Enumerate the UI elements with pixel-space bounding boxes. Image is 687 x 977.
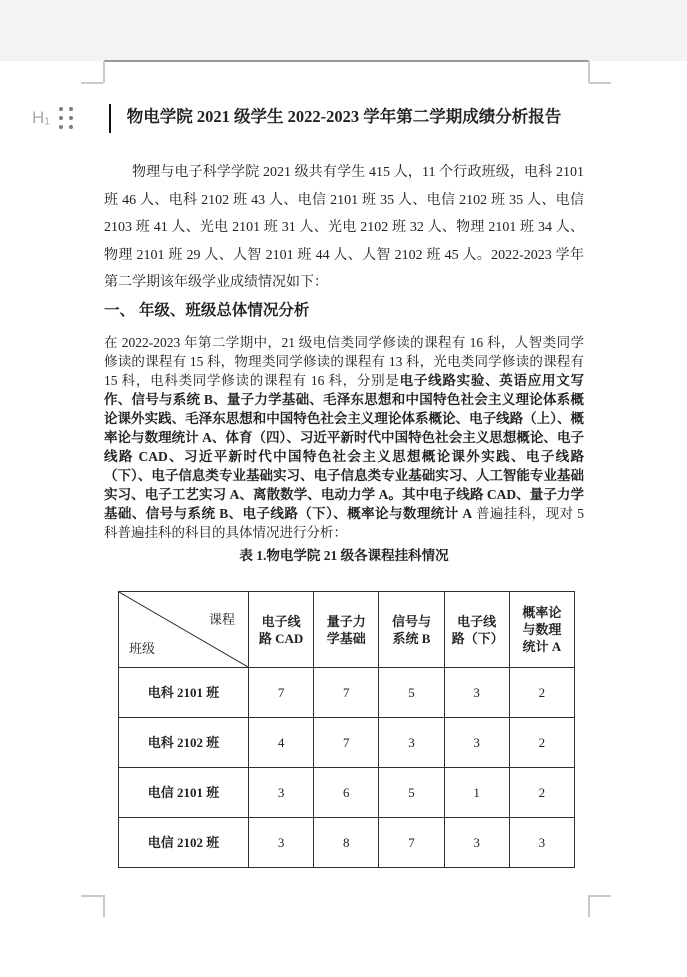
fail-count-cell[interactable]: 2 [509, 718, 574, 768]
fail-count-cell[interactable]: 4 [249, 718, 314, 768]
column-header[interactable]: 信号与系统 B [379, 592, 444, 668]
fail-count-cell[interactable]: 2 [509, 668, 574, 718]
margin-tools [32, 106, 73, 130]
drag-handle-icon[interactable] [59, 107, 73, 129]
fail-count-cell[interactable]: 7 [379, 818, 444, 868]
fail-count-cell[interactable]: 3 [444, 818, 509, 868]
fail-count-cell[interactable]: 1 [444, 768, 509, 818]
fail-count-cell[interactable]: 7 [249, 668, 314, 718]
fail-count-cell[interactable]: 7 [314, 668, 379, 718]
document-title[interactable]: 物电学院 2021 级学生 2022-2023 学年第二学期成绩分析报告 [126, 107, 562, 126]
fail-count-cell[interactable]: 8 [314, 818, 379, 868]
fail-count-cell[interactable]: 6 [314, 768, 379, 818]
column-header[interactable]: 量子力学基础 [314, 592, 379, 668]
corner-cell[interactable] [119, 592, 249, 668]
crop-mark-top-right-h [589, 82, 611, 84]
fail-count-table [118, 591, 575, 868]
paragraph-text[interactable]: 在 2022-2023 年第二学期中，21 级电信类同学修读的课程有 16 科，人智类同学修读的课程有 15 科，物理类同学修读的课程有 13 科，光电类同学修读的课程有 15 科，电科类同学修读的课程有 16 科，分别是 [104, 335, 584, 388]
fail-count-cell[interactable]: 2 [509, 768, 574, 818]
column-header[interactable]: 电子线路 CAD [249, 592, 314, 668]
paragraph-text[interactable]: 普遍挂科，现对 5 科普遍挂科的科目的具体情况进行分析： [104, 506, 584, 540]
table-row [119, 768, 575, 818]
fail-count-cell[interactable]: 3 [444, 718, 509, 768]
row-label[interactable]: 电信 2101 班 [119, 768, 249, 818]
crop-mark-top-right-v [588, 61, 590, 83]
page-top-edge [104, 60, 589, 62]
paragraph-2[interactable] [104, 333, 584, 542]
table-row [119, 818, 575, 868]
corner-label-course: 课程 [208, 612, 235, 627]
heading-level-indicator: H₁ [32, 108, 51, 127]
fail-count-cell[interactable]: 3 [444, 668, 509, 718]
fail-count-cell[interactable]: 5 [379, 668, 444, 718]
fail-count-cell[interactable]: 7 [314, 718, 379, 768]
fail-count-cell[interactable]: 3 [249, 768, 314, 818]
table-row [119, 718, 575, 768]
crop-mark-top-left-v [103, 61, 105, 83]
column-header[interactable]: 电子线路（下） [444, 592, 509, 668]
row-label[interactable]: 电科 2101 班 [119, 668, 249, 718]
section-heading[interactable]: 一、 年级、班级总体情况分析 [104, 302, 310, 319]
table-header-row [119, 592, 575, 668]
fail-count-cell[interactable]: 3 [249, 818, 314, 868]
corner-label-class: 班级 [129, 641, 156, 656]
app-background-strip [0, 0, 687, 61]
row-label[interactable]: 电信 2102 班 [119, 818, 249, 868]
fail-count-cell[interactable]: 5 [379, 768, 444, 818]
crop-mark-bottom-left-h [81, 895, 103, 897]
table-row [119, 668, 575, 718]
fail-count-cell[interactable]: 3 [509, 818, 574, 868]
table-body [119, 592, 575, 868]
crop-mark-bottom-left-v [103, 895, 105, 917]
crop-mark-bottom-right-h [589, 895, 611, 897]
intro-paragraph[interactable]: 物理与电子科学学院 2021 级共有学生 415 人，11 个行政班级，电科 2101 班 46 人、电科 2102 班 43 人、电信 2101 班 35 人、电信 2102 班 35 人、电信 2103 班 41 人、光电 2101 班 31 人、光电 2102 班 32 人、物理 2101 班 34 人、物理 2101 班 29 人、人智 2101 班 44 人、人智 2102 班 45 人。2022-2023 学年第二学期该年级学业成绩情况如下： [104, 165, 584, 290]
row-label[interactable]: 电科 2102 班 [119, 718, 249, 768]
fail-count-cell[interactable]: 3 [379, 718, 444, 768]
column-header[interactable]: 概率论与数理统计 A [509, 592, 574, 668]
crop-mark-top-left-h [81, 82, 103, 84]
crop-mark-bottom-right-v [588, 895, 590, 917]
table-caption[interactable]: 表 1.物电学院 21 级各课程挂科情况 [239, 548, 449, 563]
course-list-bold-text[interactable]: 电子线路实验、英语应用文写作、信号与系统 B、量子力学基础、毛泽东思想和中国特色社会主义理论体系概论课外实践、毛泽东思想和中国特色社会主义理论体系概论、电子线路（上）、概率论与数理统计 A、体育（四）、习近平新时代中国特色社会主义思想概论、电子线路 CAD、习近平新时代中国特色社会主义思想概论课外实践、电子线路（下）、电子信息类专业基础实习、电子信息类专业基础实习、人工智能专业基础实习、电子工艺实习 A、离散数学、电动力学 A。其中电子线路 CAD、量子力学基础、信号与系统 B、电子线路（下）、概率论与数理统计 A [104, 373, 585, 521]
